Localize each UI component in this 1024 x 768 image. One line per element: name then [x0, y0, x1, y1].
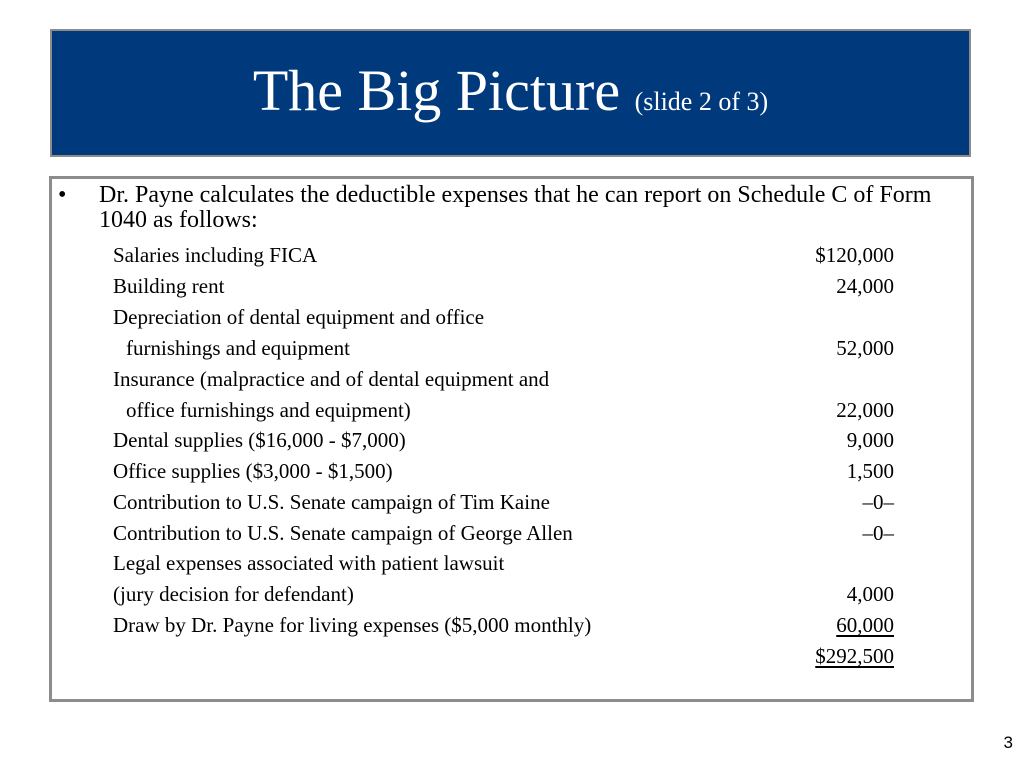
expense-row — [0, 579, 1024, 609]
expense-amount: 22,000 — [836, 398, 894, 422]
expense-label: Building rent — [113, 274, 225, 298]
expense-row — [0, 610, 1024, 640]
bullet-marker: • — [58, 182, 67, 208]
expense-row — [0, 395, 1024, 425]
total-row — [0, 641, 1024, 671]
slide-subtitle: (slide 2 of 3) — [634, 87, 769, 116]
slide-title — [252, 58, 769, 123]
expense-amount: 60,000 — [836, 613, 894, 637]
expense-label: Depreciation of dental equipment and office — [113, 305, 485, 329]
title-banner — [50, 29, 971, 157]
expense-label: furnishings and equipment — [126, 336, 350, 360]
expense-amount: 24,000 — [836, 274, 894, 298]
expense-label: Contribution to U.S. Senate campaign of Tim Kaine — [113, 490, 550, 514]
expense-row — [0, 240, 1024, 270]
expense-label: Contribution to U.S. Senate campaign of George Allen — [113, 521, 573, 545]
expense-row — [0, 364, 1024, 394]
expense-row — [0, 518, 1024, 548]
expense-label: Legal expenses associated with patient lawsuit — [113, 551, 505, 575]
page-number: 3 — [1003, 733, 1013, 752]
expense-label: Insurance (malpractice and of dental equipment and — [113, 367, 550, 391]
bullet-text: Dr. Payne calculates the deductible expenses that he can report on Schedule C of Form 1040 as follows: — [99, 182, 932, 233]
expense-amount: 4,000 — [846, 582, 894, 606]
expense-label: Salaries including FICA — [113, 243, 318, 267]
expense-row — [0, 333, 1024, 363]
expense-row — [0, 302, 1024, 332]
expense-amount: 52,000 — [836, 336, 894, 360]
expense-row — [0, 487, 1024, 517]
expense-amount: –0– — [862, 521, 894, 545]
expense-row — [0, 271, 1024, 301]
expense-label: Draw by Dr. Payne for living expenses ($5,000 monthly) — [113, 613, 592, 637]
expense-amount: 9,000 — [846, 428, 894, 452]
expense-row — [0, 456, 1024, 486]
expense-label: (jury decision for defendant) — [113, 582, 354, 606]
expense-label: Office supplies ($3,000 - $1,500) — [113, 459, 393, 483]
expense-label: Dental supplies ($16,000 - $7,000) — [113, 428, 406, 452]
expense-label: office furnishings and equipment) — [126, 398, 411, 422]
expense-row — [0, 548, 1024, 578]
total-amount: $292,500 — [815, 644, 894, 668]
expense-amount: $120,000 — [815, 243, 894, 267]
slide-title-main: The Big Picture — [252, 58, 621, 123]
expense-row — [0, 425, 1024, 455]
expense-amount: 1,500 — [846, 459, 894, 483]
expense-amount: –0– — [862, 490, 894, 514]
